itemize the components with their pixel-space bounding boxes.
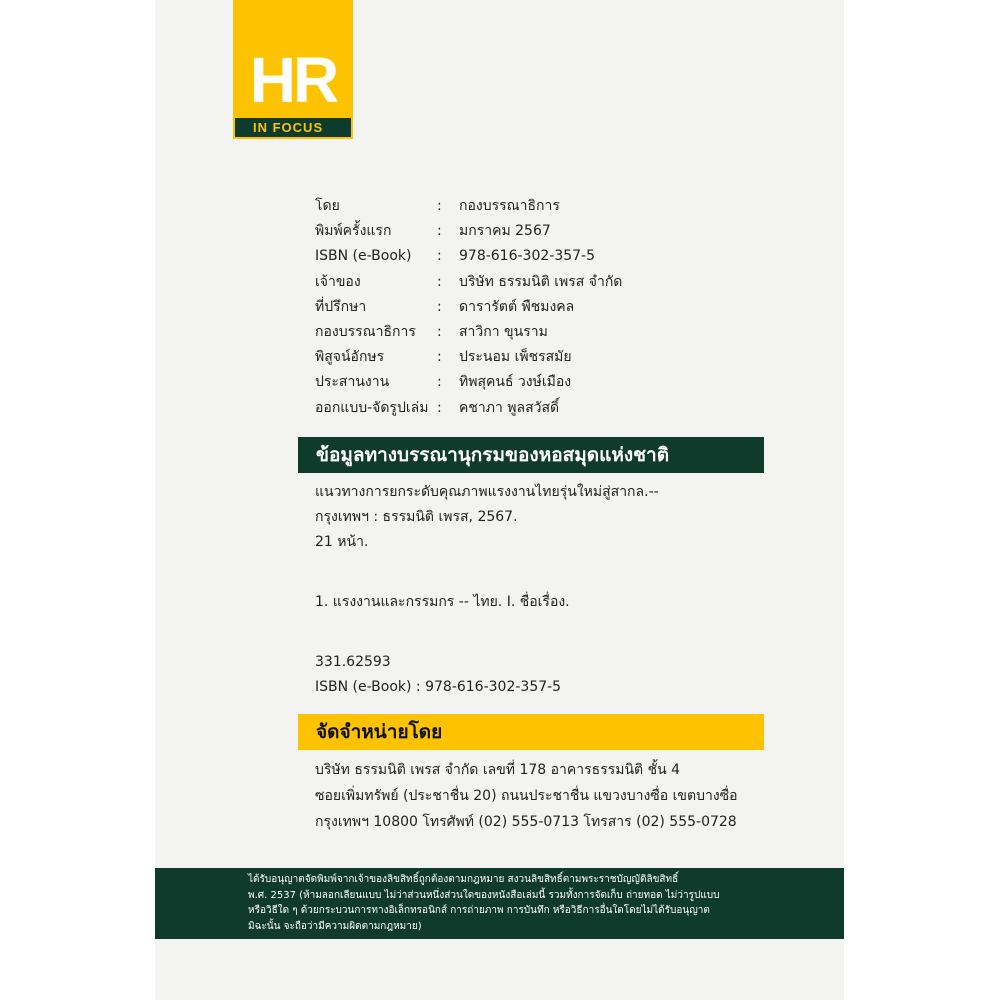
credit-value: กองบรรณาธิการ [459,198,560,214]
catalog-heading: ข้อมูลทางบรรณานุกรมของหอสมุดแห่งชาติ [316,444,670,466]
credit-row [315,320,755,345]
credit-separator: : [437,349,442,366]
credit-value: คชาภา พูลสวัสดิ์ [459,399,560,416]
credit-separator: : [437,399,442,416]
credit-value: ประนอม เพ็ชรสมัย [459,349,572,366]
copyright-notice [248,872,823,934]
catalog-publisher-line: กรุงเทพฯ : ธรรมนิติ เพรส, 2567. [315,509,518,525]
credit-label: กองบรรณาธิการ [315,324,416,341]
catalog-heading-bar [298,437,764,473]
credit-value: มกราคม 2567 [459,223,551,240]
copyright-line: มิฉะนั้น จะถือว่ามีความผิดตามกฎหมาย) [248,920,422,932]
credit-label: พิสูจน์อักษร [315,349,385,366]
credit-separator: : [437,273,442,290]
credit-row [315,295,755,320]
credit-value: 978-616-302-357-5 [459,248,596,265]
credit-label: โดย [315,198,340,214]
catalog-isbn-line: ISBN (e-Book) : 978-616-302-357-5 [315,679,562,695]
credit-label: ที่ปรึกษา [315,298,367,315]
distribution-heading: จัดจำหน่ายโดย [316,721,443,743]
credit-row [315,270,755,295]
catalog-classification-line: 331.62593 [315,654,391,670]
credit-separator: : [437,324,442,341]
catalog-title-line: แนวทางการยกระดับคุณภาพแรงงานไทยรุ่นใหม่สู่สากล.-- [315,484,659,500]
logo-subtitle-bar [235,118,351,137]
copyright-line: พ.ศ. 2537 (ห้ามลอกเลียนแบบ ไม่ว่าส่วนหนึ่งส่วนใดของหนังสือเล่มนี้ รวมทั้งการจัดเก็บ ถ่ายทอด ไม่ว่ารูปแบบ [248,889,720,901]
credit-label: พิมพ์ครั้งแรก [315,223,392,240]
credit-row [315,396,755,421]
credit-value: บริษัท ธรรมนิติ เพรส จำกัด [459,273,623,290]
logo-main-text: HR [249,44,337,116]
credit-label: ISBN (e-Book) [315,248,412,265]
copyright-line: ได้รับอนุญาตจัดพิมพ์จากเจ้าของลิขสิทธิ์ถูกต้องตามกฎหมาย สงวนลิขสิทธิ์ตามพระราชบัญญัติลิขสิทธิ์ [248,874,679,885]
catalog-pages-line: 21 หน้า. [315,534,369,550]
credit-row [315,219,755,244]
copyright-line: หรือวิธีใด ๆ ด้วยกระบวนการทางอิเล็กทรอนิกส์ การถ่ายภาพ การบันทึก หรือวิธีการอื่นใดโดยไม่ได้รับอนุญาต [248,905,710,916]
distribution-block [315,757,775,835]
logo-subtitle-text: IN FOCUS [253,120,324,135]
credit-separator: : [437,198,442,214]
catalog-block [315,480,765,700]
credit-row [315,370,755,395]
distribution-contact-line: กรุงเทพฯ 10800 โทรศัพท์ (02) 555-0713 โทรสาร (02) 555-0728 [315,814,737,830]
hr-in-focus-logo [233,0,353,139]
credit-value: สาวิกา ขุนราม [459,324,548,341]
credit-value: ทิพสุคนธ์ วงษ์เมือง [459,374,572,391]
credit-separator: : [437,223,442,240]
credit-separator: : [437,374,442,391]
distribution-address-line: บริษัท ธรรมนิติ เพรส จำกัด เลขที่ 178 อาคารธรรมนิติ ชั้น 4 [315,762,681,778]
credits-list [315,194,755,421]
credit-row [315,194,755,219]
credit-value: ดารารัตต์ พืชมงคล [459,298,575,315]
credit-separator: : [437,298,442,315]
distribution-heading-bar [298,714,764,750]
copyright-footer [155,868,844,939]
credit-label: ประสานงาน [315,374,390,391]
catalog-subject-line: 1. แรงงานและกรรมกร -- ไทย. I. ชื่อเรื่อง. [315,594,570,610]
credit-separator: : [437,248,442,265]
credit-row [315,345,755,370]
credit-label: ออกแบบ-จัดรูปเล่ม [315,399,429,416]
distribution-address-line: ซอยเพิ่มทรัพย์ (ประชาชื่น 20) ถนนประชาชื่น แขวงบางซื่อ เขตบางซื่อ [315,788,738,804]
credit-label: เจ้าของ [315,273,361,290]
credit-row [315,244,755,269]
